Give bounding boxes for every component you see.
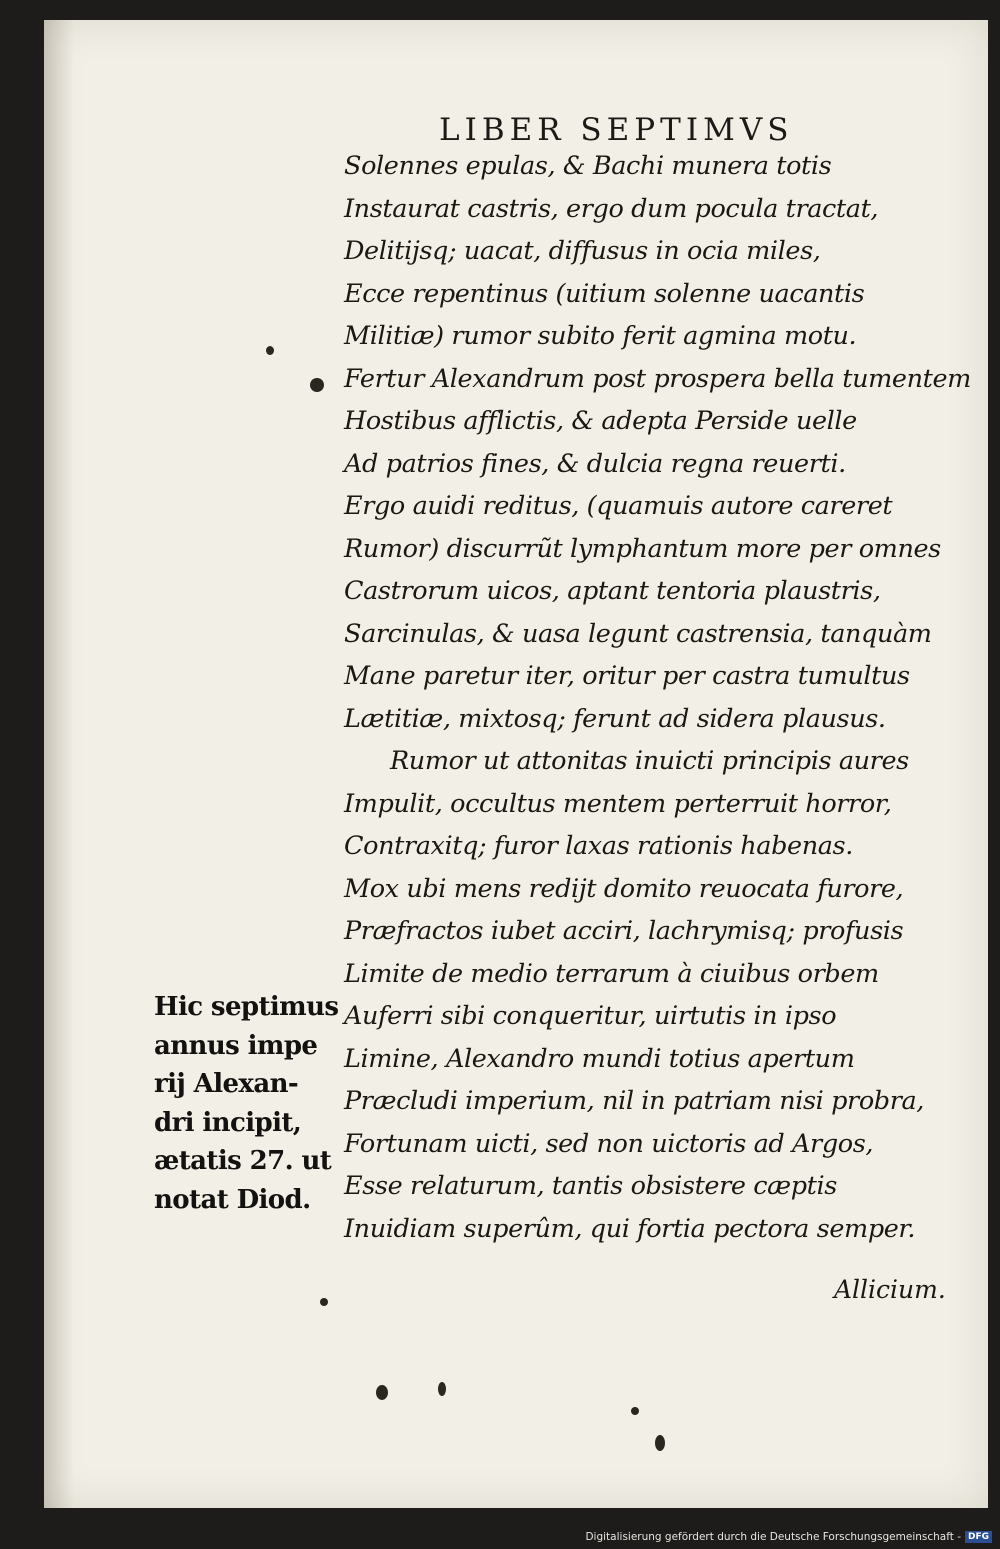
verse-line: Limite de medio terrarum à ciuibus orbem	[344, 958, 879, 989]
ink-spot	[266, 346, 274, 355]
marginal-line: annus impe	[154, 1030, 318, 1061]
verse-line: Contraxitq; furor laxas rationis habenas.	[344, 831, 853, 861]
dfg-logo: DFG	[965, 1531, 992, 1543]
verse-text	[344, 145, 984, 1250]
marginal-line: dri incipit,	[154, 1107, 302, 1138]
verse-line: Limine, Alexandro mundi totius apertum	[344, 1043, 855, 1074]
ink-spot	[376, 1385, 388, 1400]
verse-line: Fertur Alexandrum post prospera bella tumentem	[344, 363, 971, 394]
running-head: LIBER SEPTIMVS	[439, 112, 794, 148]
verse-line: Sarcinulas, & uasa legunt castrensia, tanquàm	[344, 618, 932, 649]
ink-spot	[310, 378, 324, 392]
marginal-line: notat Diod.	[154, 1184, 311, 1215]
marginal-note	[154, 988, 354, 1219]
verse-line: Ecce repentinus (uitium solenne uacantis	[344, 278, 865, 309]
verse-line: Militiæ) rumor subito ferit agmina motu.	[344, 321, 857, 351]
verse-line: Rumor ut attonitas inuicti principis aures	[390, 746, 909, 776]
verse-line: Mane paretur iter, oritur per castra tumultus	[344, 661, 910, 691]
ink-spot	[438, 1382, 446, 1396]
verse-line: Auferri sibi conqueritur, uirtutis in ipso	[344, 1001, 837, 1031]
credit-text: Digitalisierung gefördert durch die Deutsche Forschungsgemeinschaft -	[585, 1531, 961, 1543]
catchword: Allicium.	[834, 1275, 946, 1304]
verse-line: Rumor) discurrũt lymphantum more per omnes	[344, 533, 941, 564]
page-gutter-shadow	[44, 20, 74, 1508]
ink-spot	[320, 1298, 328, 1306]
marginal-line: rij Alexan-	[154, 1069, 299, 1099]
ink-spot	[655, 1435, 665, 1451]
verse-line: Delitijsq; uacat, diffusus in ocia miles,	[344, 236, 821, 266]
digitization-credit	[585, 1531, 992, 1543]
verse-line: Impulit, occultus mentem perterruit horror,	[344, 788, 892, 819]
verse-line: Ergo auidi reditus, (quamuis autore careret	[344, 491, 893, 521]
marginal-line: Hic septimus	[154, 992, 339, 1022]
verse-line: Esse relaturum, tantis obsistere cæptis	[344, 1171, 837, 1201]
verse-line: Præfractos iubet acciri, lachrymisq; profusis	[344, 916, 904, 946]
verse-line: Inuidiam superûm, qui fortia pectora semper.	[344, 1213, 916, 1244]
ink-spot	[631, 1407, 639, 1415]
verse-line: Lætitiæ, mixtosq; ferunt ad sidera plausus.	[344, 703, 886, 734]
verse-line: Solennes epulas, & Bachi munera totis	[344, 151, 832, 181]
verse-line: Castrorum uicos, aptant tentoria plaustris,	[344, 576, 881, 606]
verse-line: Instaurat castris, ergo dum pocula tractat,	[344, 193, 879, 224]
verse-line: Hostibus afflictis, & adepta Perside uelle	[344, 406, 857, 436]
marginal-line: ætatis 27. ut	[154, 1146, 332, 1176]
verse-line: Præcludi imperium, nil in patriam nisi probra,	[344, 1086, 925, 1116]
verse-line: Fortunam uicti, sed non uictoris ad Argos,	[344, 1128, 874, 1159]
verse-line: Mox ubi mens rediјt domito reuocata furore,	[344, 873, 904, 904]
book-page	[44, 20, 988, 1508]
verse-line: Ad patrios fines, & dulcia regna reuerti.	[344, 448, 846, 479]
